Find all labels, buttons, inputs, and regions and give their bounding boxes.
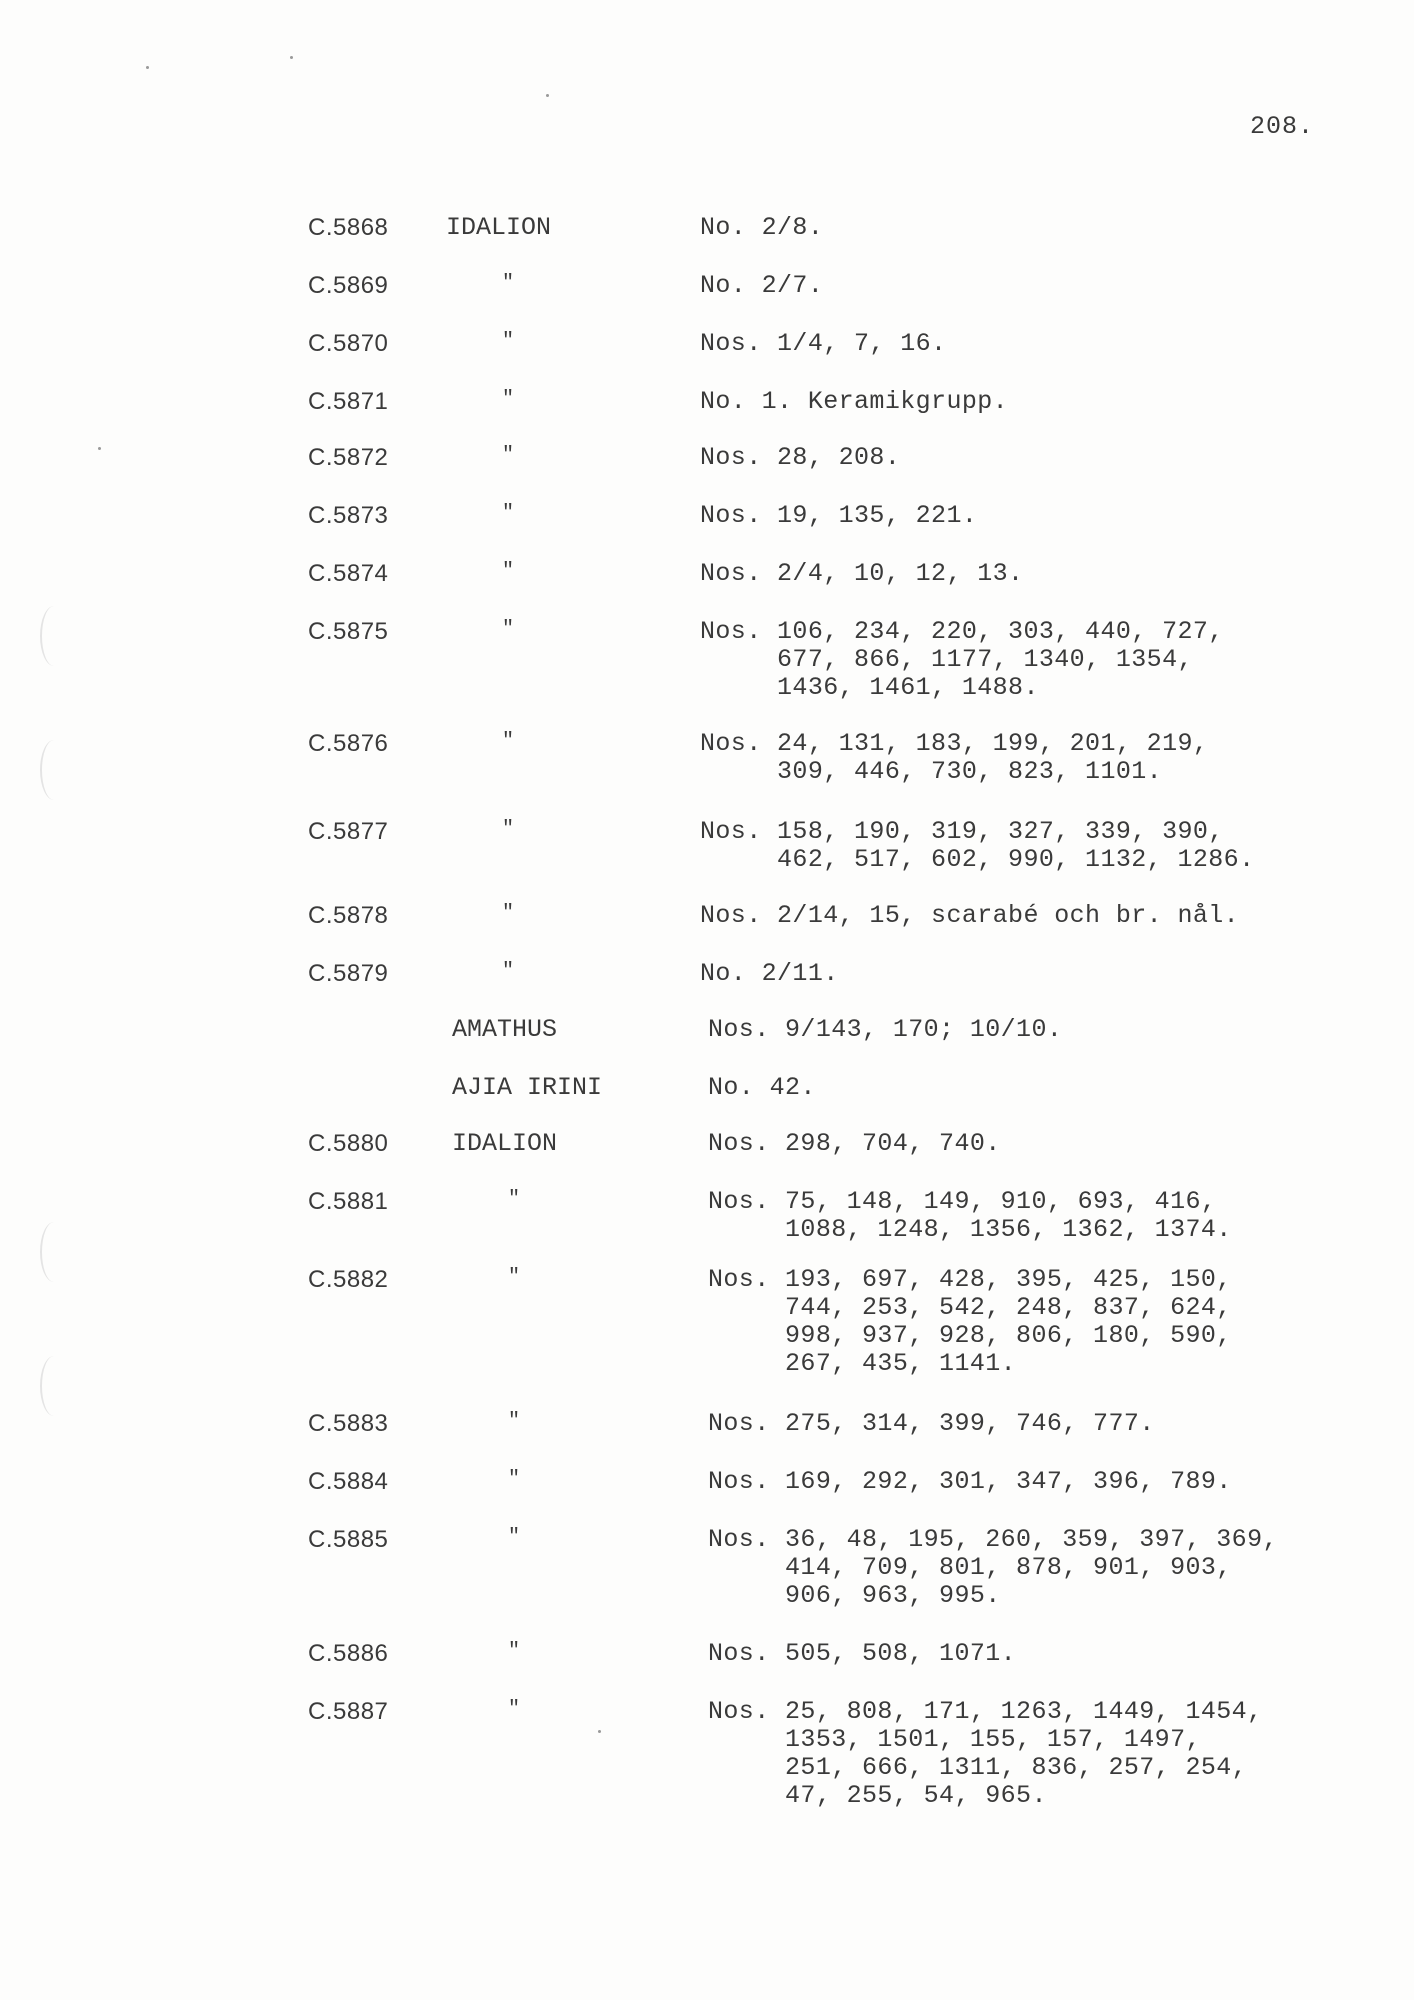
binder-hole-mark — [40, 1356, 68, 1416]
paper-speck — [98, 447, 101, 450]
object-numbers: Nos. 9/143, 170; 10/10. — [708, 1015, 1063, 1044]
ditto-mark: " — [502, 618, 515, 641]
object-numbers: No. 1. Keramikgrupp. — [700, 387, 1009, 416]
ditto-mark: " — [502, 960, 515, 983]
ditto-mark: " — [502, 560, 515, 583]
object-numbers: Nos. 2/14, 15, scarabé och br. nål. — [700, 901, 1240, 930]
ditto-mark: " — [502, 272, 515, 295]
catalogue-number: C.5875 — [308, 618, 389, 645]
catalogue-number: C.5876 — [308, 730, 389, 757]
catalogue-number: C.5870 — [308, 330, 389, 357]
catalogue-number: C.5879 — [308, 960, 389, 987]
object-numbers: Nos. 275, 314, 399, 746, 777. — [708, 1409, 1155, 1438]
ditto-mark: " — [502, 502, 515, 525]
object-numbers: Nos. 1/4, 7, 16. — [700, 329, 947, 358]
object-numbers: No. 42. — [708, 1073, 816, 1102]
object-numbers: Nos. 36, 48, 195, 260, 359, 397, 369, 414, 709, 801, 878, 901, 903, 906, 963, 995. — [708, 1525, 1278, 1610]
catalogue-number: C.5873 — [308, 502, 389, 529]
catalogue-number: C.5883 — [308, 1410, 389, 1437]
catalogue-number: C.5878 — [308, 902, 389, 929]
catalogue-number: C.5882 — [308, 1266, 389, 1293]
object-numbers: Nos. 505, 508, 1071. — [708, 1639, 1017, 1668]
ditto-mark: " — [502, 730, 515, 753]
binder-hole-mark — [40, 606, 68, 666]
ditto-mark: " — [502, 388, 515, 411]
paper-speck — [546, 94, 549, 97]
object-numbers: Nos. 169, 292, 301, 347, 396, 789. — [708, 1467, 1232, 1496]
site-name: IDALION — [452, 1129, 558, 1158]
ditto-mark: " — [508, 1410, 521, 1433]
object-numbers: Nos. 298, 704, 740. — [708, 1129, 1001, 1158]
catalogue-number: C.5886 — [308, 1640, 389, 1667]
object-numbers: No. 2/8. — [700, 213, 824, 242]
ditto-mark: " — [502, 444, 515, 467]
ditto-mark: " — [508, 1640, 521, 1663]
ditto-mark: " — [502, 818, 515, 841]
object-numbers: Nos. 106, 234, 220, 303, 440, 727, 677, 866, 1177, 1340, 1354, 1436, 1461, 1488. — [700, 617, 1224, 702]
paper-speck — [598, 1730, 601, 1733]
ditto-mark: " — [502, 330, 515, 353]
catalogue-number: C.5871 — [308, 388, 389, 415]
catalogue-number: C.5881 — [308, 1188, 389, 1215]
ditto-mark: " — [502, 902, 515, 925]
catalogue-number: C.5868 — [308, 214, 389, 241]
object-numbers: No. 2/11. — [700, 959, 839, 988]
paper-speck — [290, 56, 293, 59]
ditto-mark: " — [508, 1188, 521, 1211]
binder-hole-mark — [40, 1222, 68, 1282]
object-numbers: Nos. 158, 190, 319, 327, 339, 390, 462, 517, 602, 990, 1132, 1286. — [700, 817, 1255, 874]
ditto-mark: " — [508, 1698, 521, 1721]
catalogue-number: C.5885 — [308, 1526, 389, 1553]
site-name: AJIA IRINI — [452, 1073, 603, 1102]
object-numbers: Nos. 2/4, 10, 12, 13. — [700, 559, 1024, 588]
object-numbers: Nos. 24, 131, 183, 199, 201, 219, 309, 446, 730, 823, 1101. — [700, 729, 1209, 786]
object-numbers: No. 2/7. — [700, 271, 824, 300]
object-numbers: Nos. 19, 135, 221. — [700, 501, 978, 530]
catalogue-number: C.5880 — [308, 1130, 389, 1157]
catalogue-number: C.5884 — [308, 1468, 389, 1495]
ditto-mark: " — [508, 1526, 521, 1549]
catalogue-number: C.5887 — [308, 1698, 389, 1725]
paper-speck — [146, 66, 149, 69]
object-numbers: Nos. 193, 697, 428, 395, 425, 150, 744, 253, 542, 248, 837, 624, 998, 937, 928, 806, 180, 590, 267, 435, 1141. — [708, 1265, 1232, 1378]
ditto-mark: " — [508, 1266, 521, 1289]
object-numbers: Nos. 25, 808, 171, 1263, 1449, 1454, 1353, 1501, 155, 157, 1497, 251, 666, 1311, 836, 257, 254, 47, 255, 54, 965. — [708, 1697, 1263, 1810]
object-numbers: Nos. 28, 208. — [700, 443, 901, 472]
object-numbers: Nos. 75, 148, 149, 910, 693, 416, 1088, 1248, 1356, 1362, 1374. — [708, 1187, 1232, 1244]
catalogue-number: C.5877 — [308, 818, 389, 845]
site-name: AMATHUS — [452, 1015, 558, 1044]
catalogue-number: C.5872 — [308, 444, 389, 471]
page-number: 208. — [1250, 112, 1315, 141]
catalogue-number: C.5869 — [308, 272, 389, 299]
catalogue-number: C.5874 — [308, 560, 389, 587]
ditto-mark: " — [508, 1468, 521, 1491]
binder-hole-mark — [40, 740, 68, 800]
site-name: IDALION — [446, 213, 552, 242]
